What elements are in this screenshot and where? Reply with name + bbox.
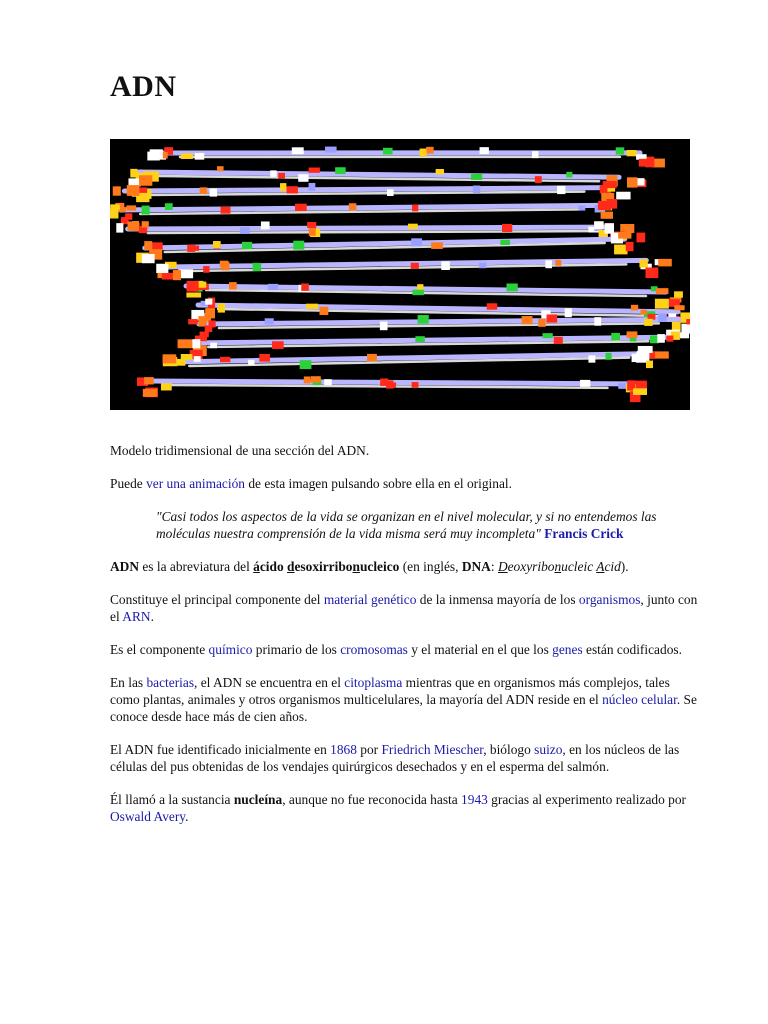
animation-paragraph — [110, 475, 700, 492]
dna-atom — [500, 240, 510, 245]
dna-end-cluster — [144, 241, 152, 250]
dna-end-cluster — [127, 185, 140, 196]
text-span: ). — [620, 559, 629, 574]
dna-atom — [588, 355, 595, 362]
dna-atom — [259, 354, 270, 362]
dna-end-cluster — [176, 359, 186, 366]
text-span: están codificados. — [582, 642, 682, 657]
genes-link[interactable]: genes — [552, 642, 583, 657]
dna-end-cluster — [656, 288, 669, 294]
dna-atom — [522, 316, 533, 324]
dna-atom — [203, 266, 209, 273]
dna-end-cluster — [186, 292, 201, 297]
adn-term: ADN — [110, 559, 140, 574]
quote-text: "Casi todos los aspectos de la vida se organizan en el nivel molecular, y si no entendemos las moléculas nuestra comprensión de la vida misma será muy incompleta" — [156, 509, 657, 541]
text-span: : — [490, 559, 498, 574]
dna-atom — [270, 170, 276, 176]
dna-atom — [304, 376, 311, 383]
text-span: , aunque no fue reconocida hasta — [282, 792, 462, 807]
suizo-link[interactable]: suizo — [534, 742, 563, 757]
component-paragraph — [110, 641, 700, 658]
dna-end-cluster — [139, 175, 152, 185]
dna-helix-illustration — [110, 139, 690, 410]
letter-n: n — [554, 559, 562, 574]
citoplasma-link[interactable]: citoplasma — [344, 675, 403, 690]
dna-atom — [506, 284, 517, 292]
text-span: de la inmensa mayoría de los — [416, 592, 579, 607]
dna-atom — [287, 186, 298, 193]
bacteria-paragraph — [110, 674, 700, 725]
dna-atom — [200, 187, 208, 194]
dna-atom — [307, 222, 316, 228]
dna-end-cluster — [163, 354, 177, 363]
bacterias-link[interactable]: bacterias — [146, 675, 195, 690]
dna-atom — [547, 314, 558, 322]
text-span: ucleic — [561, 559, 597, 574]
dna-rung-highlight — [148, 231, 588, 233]
dna-end-cluster — [188, 319, 198, 324]
dna-atom — [229, 282, 237, 289]
dna-atom — [487, 303, 498, 309]
dna-end-cluster — [150, 149, 163, 159]
text-span: . Se conoce desde hace más de cien años. — [110, 692, 697, 724]
dna-end-cluster — [636, 233, 645, 243]
text-span: gracias al experimento realizado por — [487, 792, 686, 807]
dna-end-cluster — [116, 223, 123, 232]
dna-atom — [126, 205, 136, 210]
dna-atom — [418, 315, 429, 324]
dna-atom — [298, 174, 308, 182]
dna-end-cluster — [654, 351, 669, 358]
dna-atom — [165, 203, 173, 210]
dna-end-cluster — [113, 186, 121, 195]
dna-end-cluster — [681, 324, 690, 334]
dna-atom — [221, 207, 231, 214]
dna-atom — [554, 337, 563, 344]
dna-atom — [616, 147, 625, 154]
text-span: de esta imagen pulsando sobre ella en el original. — [244, 476, 512, 491]
dna-atom — [242, 242, 252, 249]
text-span: primario de los — [252, 642, 341, 657]
dna-atom — [280, 183, 286, 191]
text-span: Puede — [110, 476, 147, 491]
dna-end-cluster — [666, 336, 673, 342]
letter-a: A — [596, 559, 605, 574]
text-span: Él llamó a la sustancia — [110, 792, 234, 807]
dna-end-cluster — [161, 383, 172, 390]
dna-atom — [408, 224, 418, 229]
dna-end-cluster — [121, 217, 129, 224]
dna-atom — [411, 263, 419, 269]
dna-atom — [578, 206, 585, 211]
text-span: . — [185, 809, 189, 824]
dna-end-cluster — [156, 264, 168, 273]
dna-atom — [295, 204, 307, 211]
dna-atom — [301, 283, 309, 290]
dna-end-cluster — [187, 281, 199, 292]
text-span: (en inglés, — [399, 559, 462, 574]
dna-atom — [566, 172, 572, 178]
friedrich-miescher-link[interactable]: Friedrich Miescher — [381, 742, 484, 757]
dna-end-cluster — [638, 346, 653, 353]
dna-atom — [605, 353, 611, 360]
dna-atom — [306, 304, 318, 309]
text-span: cido — [259, 559, 288, 574]
dna-atom — [324, 379, 332, 385]
dna-atom — [309, 168, 320, 173]
text-span: y el material en el que los — [407, 642, 553, 657]
dna-end-cluster — [607, 199, 618, 209]
text-span: , el ADN se encuentra en el — [194, 675, 345, 690]
dna-atom — [210, 343, 217, 348]
organismos-link[interactable]: organismos — [578, 592, 641, 607]
dna-atom — [181, 154, 193, 159]
dna-end-cluster — [658, 259, 672, 267]
dna-atom — [217, 166, 223, 171]
dna-end-cluster — [646, 361, 653, 369]
dna-end-cluster — [603, 181, 617, 188]
dna-end-cluster — [594, 221, 604, 229]
text-span: cid — [604, 559, 621, 574]
dna-atom — [436, 169, 444, 174]
dna-atom — [412, 290, 423, 295]
dna-end-cluster — [128, 221, 140, 230]
dna-atom — [311, 376, 321, 382]
year-1868-link[interactable]: 1868 — [330, 742, 357, 757]
dna-rung — [124, 188, 604, 191]
dna-end-cluster — [192, 339, 200, 348]
text-span: , en los núcleos de las células del pus obtenidas de los vendajes quirúrgicos desechados y en el esperma del salmón. — [110, 742, 680, 774]
text-span: es la abreviatura del — [139, 559, 254, 574]
dna-end-cluster — [627, 177, 638, 187]
dna-atom — [380, 322, 388, 331]
dna-atom — [441, 261, 450, 270]
dna-atom — [535, 176, 542, 183]
dna-atom — [411, 238, 422, 246]
dna-end-cluster — [205, 299, 212, 305]
dna-atom — [542, 333, 552, 338]
text-span: En las — [110, 675, 147, 690]
dna-end-cluster — [626, 242, 634, 251]
dna-end-cluster — [618, 232, 631, 239]
text-span: El ADN fue identificado inicialmente en — [110, 742, 331, 757]
dna-atom — [426, 147, 433, 154]
dna-atom — [545, 260, 552, 268]
dna-atom — [300, 360, 312, 369]
dna-end-cluster — [605, 223, 614, 234]
dna-end-cluster — [627, 150, 637, 156]
dna-end-cluster — [110, 209, 118, 219]
figure-caption: Modelo tridimensional de una sección del ADN. — [110, 443, 370, 458]
dna-atom — [319, 307, 328, 315]
dna-end-cluster — [144, 377, 154, 384]
english-name — [498, 559, 621, 574]
letter-a: á — [253, 559, 260, 574]
nucleina-term: nucleína — [233, 792, 283, 807]
text-span: ucleico — [359, 559, 400, 574]
material-genetico-link[interactable]: material genético — [323, 592, 417, 607]
text-span: . — [150, 609, 154, 624]
dna-atom — [142, 206, 150, 215]
article-body — [110, 442, 700, 841]
dna-atom — [611, 333, 620, 341]
dna-atom — [557, 186, 565, 194]
dna-term: DNA — [461, 559, 491, 574]
crick-quote — [156, 508, 700, 542]
identification-paragraph — [110, 741, 700, 775]
dna-end-cluster — [142, 221, 149, 227]
dna-atom — [644, 319, 652, 326]
dna-end-cluster — [657, 334, 665, 343]
dna-atom — [253, 263, 261, 271]
dna-atom — [309, 228, 316, 236]
dna-end-cluster — [616, 192, 630, 200]
text-span: eoxyribo — [507, 559, 555, 574]
dna-end-cluster — [601, 212, 613, 219]
dna-atom — [218, 304, 225, 313]
dna-end-cluster — [674, 291, 683, 297]
dna-atom — [565, 308, 572, 317]
dna-atom — [195, 153, 205, 160]
dna-end-cluster — [645, 267, 658, 278]
year-1943-link[interactable]: 1943 — [461, 792, 488, 807]
dna-atom — [268, 284, 278, 290]
dna-atom — [641, 310, 647, 315]
dna-atom — [479, 263, 486, 269]
dna-atom — [210, 189, 217, 197]
dna-end-cluster — [639, 159, 651, 167]
dna-atom — [412, 204, 418, 211]
dna-atom — [594, 317, 601, 326]
dna-end-cluster — [173, 270, 181, 280]
dna-end-cluster — [635, 381, 647, 389]
dna-end-cluster — [162, 273, 174, 280]
dna-atom — [473, 185, 480, 193]
letter-n: n — [352, 559, 360, 574]
dna-atom — [194, 356, 201, 362]
dna-end-cluster — [655, 299, 669, 309]
dna-atom — [627, 331, 638, 337]
dna-end-cluster — [674, 305, 684, 310]
letter-d: D — [497, 559, 508, 574]
dna-atom — [248, 360, 254, 365]
dna-atom — [383, 148, 393, 155]
text-span: , junto con el — [110, 592, 698, 624]
dna-atom — [555, 260, 561, 266]
dna-atom — [335, 167, 346, 174]
text-span: por — [356, 742, 382, 757]
dna-atom — [631, 305, 638, 311]
text-span: , biólogo — [483, 742, 535, 757]
dna-atom — [415, 336, 424, 342]
dna-end-cluster — [614, 245, 627, 255]
dna-atom — [580, 380, 590, 387]
dna-atom — [293, 241, 304, 250]
arn-link[interactable]: ARN — [122, 609, 151, 624]
dna-end-cluster — [142, 254, 155, 263]
quimico-link[interactable]: químico — [208, 642, 253, 657]
nucleo-celular-link[interactable]: núcleo celular — [602, 692, 677, 707]
dna-atom — [420, 149, 427, 157]
dna-atom — [309, 183, 316, 191]
dna-atom — [480, 147, 489, 154]
dna-atom — [187, 245, 195, 252]
full-name-term — [253, 559, 399, 574]
dna-atom — [220, 261, 228, 267]
dna-end-cluster — [639, 260, 647, 268]
dna-end-cluster — [686, 319, 690, 324]
abbreviation-paragraph — [110, 558, 700, 575]
dna-atom — [380, 378, 388, 385]
dna-atom — [532, 151, 538, 158]
dna-atom — [658, 313, 667, 322]
text-span: Es el componente — [110, 642, 209, 657]
letter-d: d — [287, 559, 295, 574]
dna-atom — [349, 203, 356, 210]
dna-atom — [412, 382, 419, 388]
dna-end-cluster — [178, 339, 193, 348]
constituent-paragraph — [110, 591, 700, 625]
dna-end-cluster — [143, 389, 157, 397]
dna-end-cluster — [633, 388, 647, 395]
animation-link[interactable]: ver una animación — [146, 476, 245, 491]
page-title: ADN — [110, 70, 177, 103]
dna-end-cluster — [680, 332, 689, 338]
dna-atom — [618, 383, 626, 389]
cromosomas-link[interactable]: cromosomas — [340, 642, 408, 657]
dna-atom — [367, 354, 377, 361]
dna-atom — [387, 189, 394, 196]
dna-atom — [213, 241, 221, 248]
oswald-avery-link[interactable]: Oswald Avery — [110, 809, 186, 824]
dna-atom — [538, 319, 545, 327]
text-span: esoxirribo — [294, 559, 353, 574]
dna-atom — [272, 341, 284, 349]
dna-atom — [471, 174, 482, 180]
dna-atom — [240, 227, 250, 234]
francis-crick-link[interactable]: Francis Crick — [544, 526, 624, 541]
text-span: Constituye el principal componente del — [110, 592, 324, 607]
dna-atom — [278, 173, 285, 179]
dna-atom — [220, 357, 230, 362]
dna-atom — [261, 221, 270, 229]
dna-atom — [325, 147, 337, 153]
dna-atom — [502, 224, 512, 232]
dna-atom — [431, 242, 443, 249]
nuclein-paragraph — [110, 791, 700, 825]
dna-atom — [292, 147, 304, 154]
text-span: mientras que en organismos más complejos, tales como plantas, animales y otros organismos multicelulares, la mayoría del ADN reside en el — [110, 675, 670, 707]
dna-atom — [265, 318, 274, 324]
dna-model-image[interactable] — [110, 139, 690, 410]
dna-rung — [128, 227, 608, 229]
dna-end-cluster — [209, 320, 216, 327]
dna-end-cluster — [198, 316, 206, 326]
